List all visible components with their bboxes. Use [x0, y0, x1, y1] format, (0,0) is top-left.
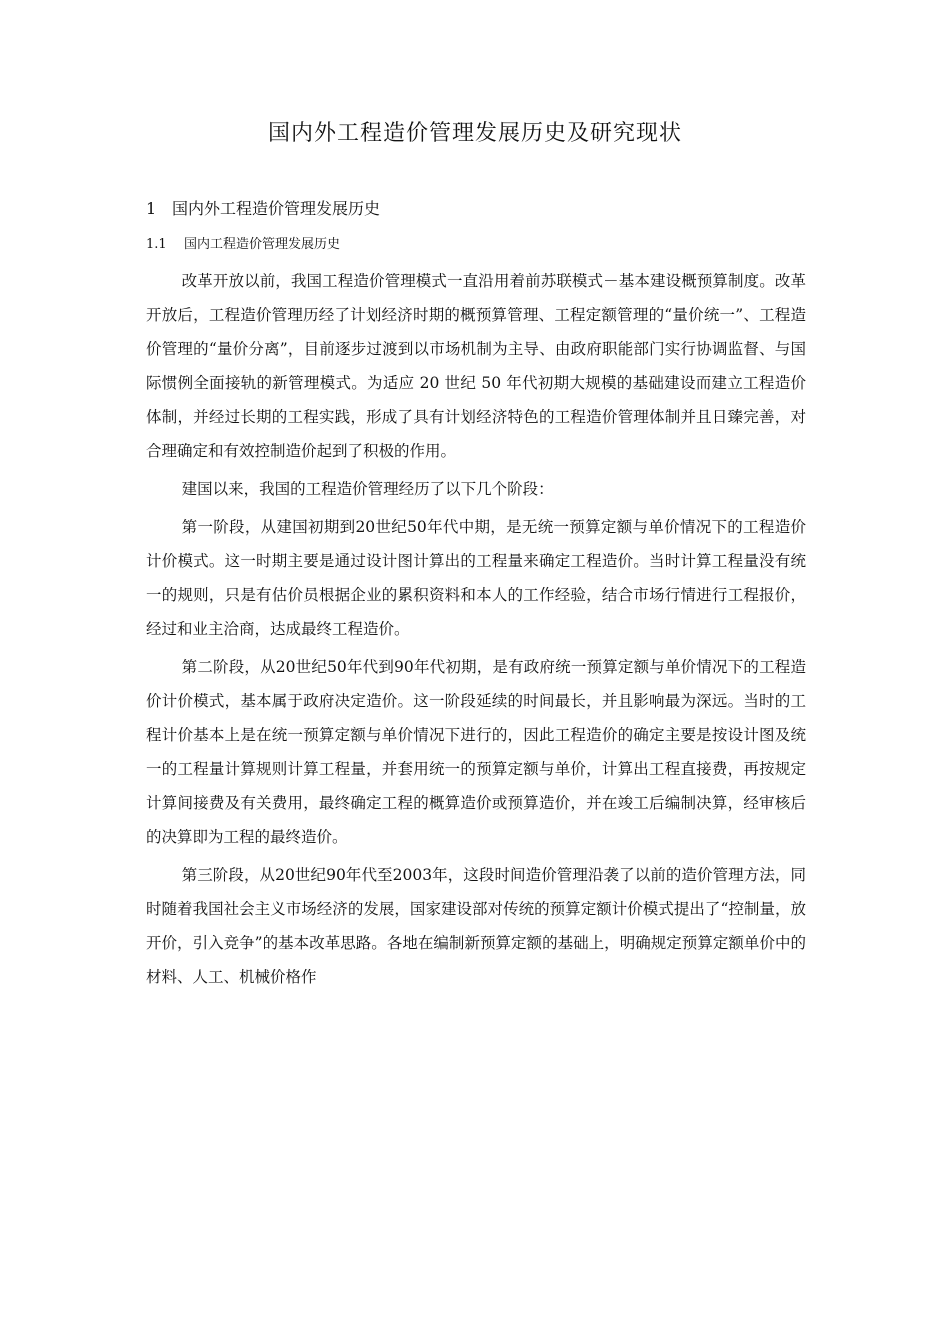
paragraph: 第三阶段，从20世纪90年代至2003年，这段时间造价管理沿袭了以前的造价管理方法，同时随着我国社会主义市场经济的发展，国家建设部对传统的预算定额计价模式提出了“控制量，放开价，引入竞争”的基本改革思路。各地在编制新预算定额的基础上，明确规定预算定额单价中的材料、人工、机械价格作	[146, 866, 806, 986]
document-title: 国内外工程造价管理发展历史及研究现状	[267, 121, 682, 146]
paragraph: 建国以来，我国的工程造价管理经历了以下几个阶段：	[181, 480, 554, 498]
section-heading-1	[146, 195, 380, 223]
section-heading-1-1	[146, 232, 340, 258]
document-body	[146, 264, 806, 998]
paragraph: 第一阶段，从建国初期到20世纪50年代中期，是无统一预算定额与单价情况下的工程造价计价模式。这一时期主要是通过设计图计算出的工程量来确定工程造价。当时计算工程量没有统一的规则，只是有估价员根据企业的累积资料和本人的工作经验，结合市场行情进行工程报价，经过和业主洽商，达成最终工程造价。	[146, 518, 806, 638]
section-title: 国内外工程造价管理发展历史	[172, 199, 381, 218]
subsection-title: 国内工程造价管理发展历史	[184, 237, 341, 252]
subsection-number: 1.1	[146, 237, 167, 252]
section-number: 1	[146, 199, 157, 218]
paragraph: 改革开放以前，我国工程造价管理模式一直沿用着前苏联模式－基本建设概预算制度。改革开放后，工程造价管理历经了计划经济时期的概预算管理、工程定额管理的“量价统一”、工程造价管理的“量价分离”，目前逐步过渡到以市场机制为主导、由政府职能部门实行协调监督、与国际惯例全面接轨的新管理模式。为适应 20 世纪 50 年代初期大规模的基础建设而建立工程造价体制，并经过长期的工程实践，形成了具有计划经济特色的工程造价管理体制并且日臻完善，对合理确定和有效控制造价起到了积极的作用。	[146, 272, 806, 460]
paragraph: 第二阶段，从20世纪50年代到90年代初期，是有政府统一预算定额与单价情况下的工程造价计价模式，基本属于政府决定造价。这一阶段延续的时间最长，并且影响最为深远。当时的工程计价基本上是在统一预算定额与单价情况下进行的，因此工程造价的确定主要是按设计图及统一的工程量计算规则计算工程量，并套用统一的预算定额与单价，计算出工程直接费，再按规定计算间接费及有关费用，最终确定工程的概算造价或预算造价，并在竣工后编制决算，经审核后的决算即为工程的最终造价。	[146, 658, 806, 846]
